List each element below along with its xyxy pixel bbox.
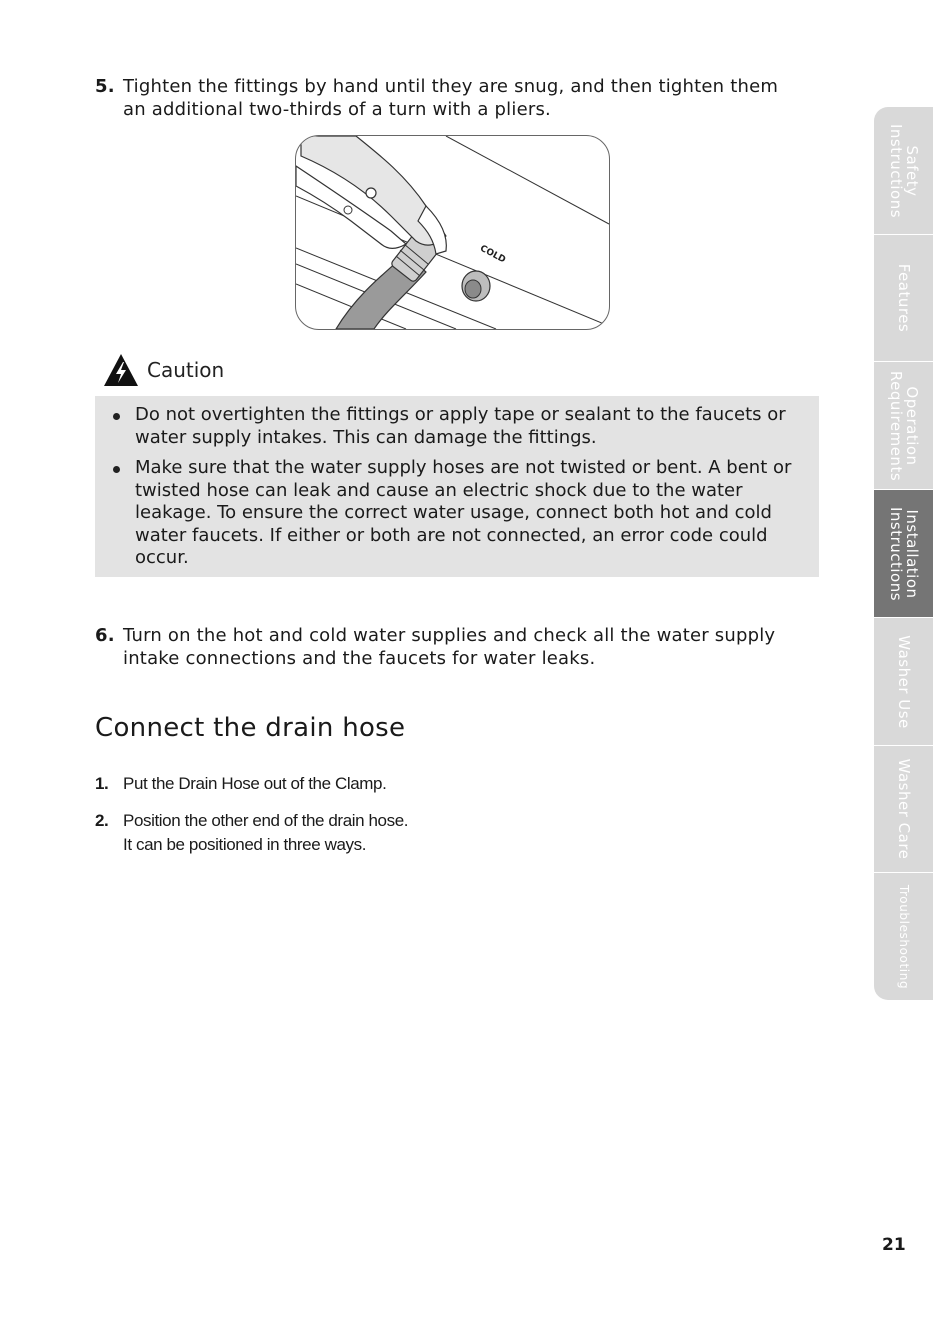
- bullet-icon: [113, 466, 120, 473]
- caution-list: [95, 396, 819, 570]
- page-number: 21: [882, 1235, 906, 1255]
- tab-washer-use[interactable]: Washer Use: [874, 618, 933, 746]
- step-number: 2.: [95, 811, 109, 830]
- tab-features[interactable]: Features: [874, 235, 933, 362]
- step-5: [95, 75, 795, 121]
- step-text: Turn on the hot and cold water supplies and check all the water supply intake connections and the faucets for water leaks.: [123, 625, 776, 669]
- section-title: Connect the drain hose: [95, 713, 406, 743]
- tab-installation-instructions[interactable]: Installation Instructions: [874, 490, 933, 618]
- warning-shock-icon: [103, 353, 139, 387]
- section-tabs: [874, 107, 933, 1000]
- step-text: Put the Drain Hose out of the Clamp.: [123, 774, 387, 793]
- caution-item: Make sure that the water supply hoses are not twisted or bent. A bent or twisted hose can leak and cause an electric shock due to the water leakage. To ensure the correct water usage, connect both hot and cold water faucets. If either or both are not connected, an error code could occur.: [95, 457, 819, 570]
- step-number: 6.: [95, 625, 115, 646]
- pliers-fitting-drawing: [296, 136, 609, 329]
- drain-step-2: [95, 809, 408, 857]
- caution-heading: [103, 352, 224, 388]
- step-text: Position the other end of the drain hose. It can be positioned in three ways.: [123, 811, 409, 854]
- pliers-fitting-illustration: [295, 135, 610, 330]
- tab-safety-instructions[interactable]: Safety Instructions: [874, 107, 933, 235]
- caution-box: [95, 396, 819, 577]
- tab-washer-care[interactable]: Washer Care: [874, 746, 933, 873]
- caution-item: Do not overtighten the fittings or apply tape or sealant to the faucets or water supply intakes. This can damage the fittings.: [95, 404, 819, 449]
- bullet-icon: [113, 413, 120, 420]
- tab-operation-requirements[interactable]: Operation Requirements: [874, 362, 933, 490]
- drain-step-1: [95, 772, 386, 796]
- step-number: 1.: [95, 774, 109, 793]
- cold-label: COLD: [478, 243, 508, 266]
- caution-title: Caution: [147, 358, 225, 382]
- tab-troubleshooting[interactable]: Troubleshooting: [874, 873, 933, 1000]
- step-6: [95, 624, 795, 670]
- step-text: Tighten the fittings by hand until they are snug, and then tighten them an additional two-thirds of a turn with a pliers.: [123, 76, 779, 120]
- step-number: 5.: [95, 76, 115, 97]
